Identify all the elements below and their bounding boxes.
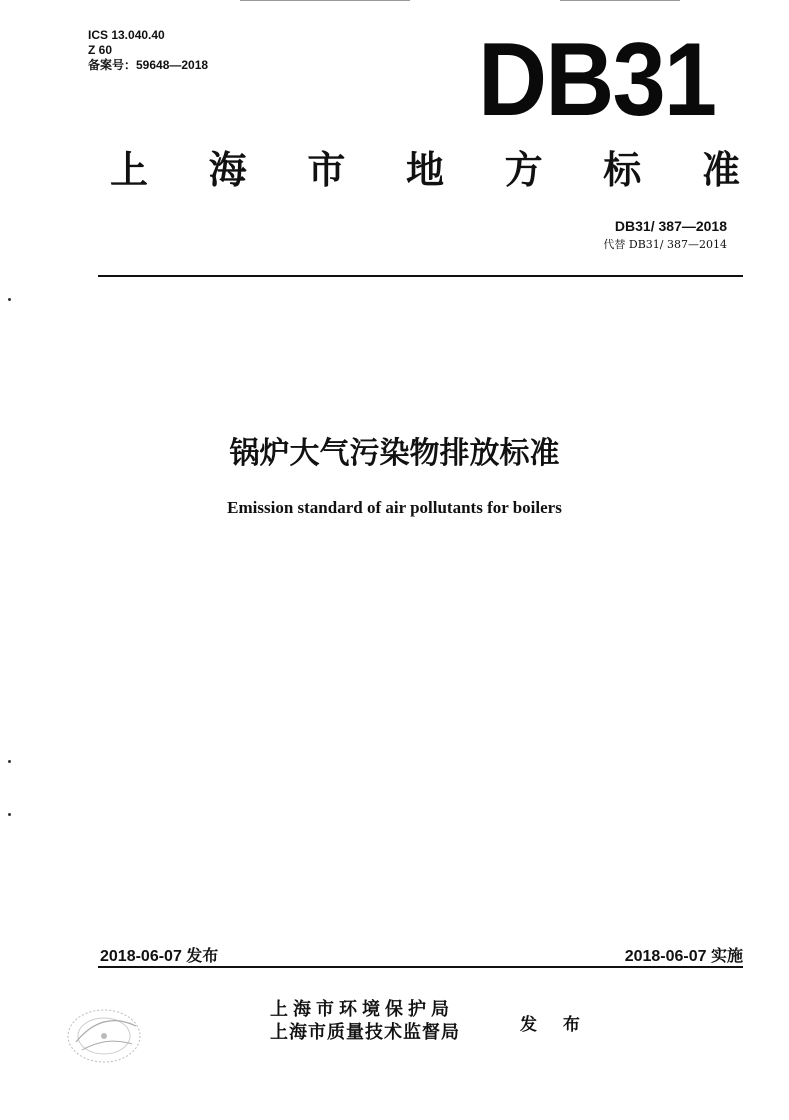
heading-char: 上 — [110, 148, 149, 192]
footer-divider — [98, 966, 743, 968]
heading-char: 海 — [208, 148, 247, 192]
filing-number: 备案号：59648—2018 — [88, 58, 209, 72]
heading-char: 市 — [307, 148, 346, 192]
publish-label: 发 布 — [520, 1015, 590, 1035]
scan-edge-line — [240, 0, 410, 1]
replaces-code: 代替 DB31/ 387—2014 — [603, 238, 727, 251]
standard-type-heading — [110, 146, 740, 194]
db31-logo: DB31 — [478, 22, 716, 138]
heading-char: 方 — [504, 148, 543, 192]
issuer-environment-bureau: 上海市环境保护局 — [270, 999, 454, 1020]
heading-char: 标 — [603, 148, 642, 192]
header-divider — [98, 275, 743, 277]
scan-speck — [8, 760, 11, 763]
ccs-code: Z 60 — [88, 43, 113, 57]
heading-char: 准 — [701, 148, 740, 192]
scan-speck — [8, 298, 11, 301]
issue-date: 2018-06-07 发布 — [100, 948, 219, 965]
issuer-quality-bureau: 上海市质量技术监督局 — [270, 1022, 460, 1043]
watermark-stamp-icon — [62, 1000, 152, 1070]
standard-code: DB31/ 387—2018 — [614, 218, 727, 234]
ics-code: ICS 13.040.40 — [88, 28, 165, 42]
document-title-cn: 锅炉大气污染物排放标准 — [229, 436, 560, 471]
implementation-date: 2018-06-07 实施 — [624, 948, 743, 965]
document-title-en: Emission standard of air pollutants for boilers — [227, 498, 562, 517]
scan-edge-line — [560, 0, 680, 1]
heading-char: 地 — [405, 148, 444, 192]
classification-block — [88, 28, 208, 73]
scan-speck — [8, 813, 11, 816]
